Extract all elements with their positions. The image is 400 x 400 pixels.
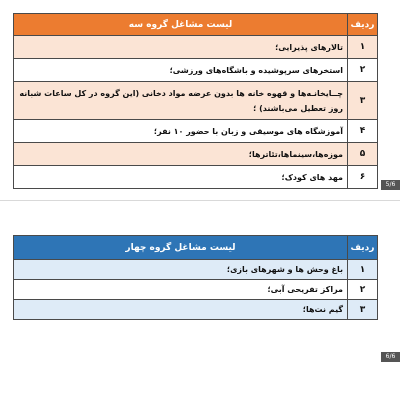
row-number: ۱ [348,260,378,280]
header-row-number: ردیف [348,14,378,36]
row-text: استخرهای سرپوشیده و باشگاه‌های ورزشی؛ [14,59,348,82]
row-text: آموزشگاه های موسیقی و زبان با حضور ۱۰ نفر؛ [14,120,348,143]
row-text: چــایخانـه‌ها و قهوه خانه ها بدون عرضه مواد دخانی (این گروه در کل ساعات شبانه روز تعطیل می‌باشند) ؛ [14,82,348,120]
page-number-badge: 5/6 [381,180,400,190]
header-title: لیست مشاغل گروه چهار [14,236,348,260]
row-number: ۴ [348,120,378,143]
table-row [14,166,378,189]
group-three-jobs-table [13,13,378,189]
table-row [14,59,378,82]
table-header [14,236,378,260]
row-text: مهد های کودک؛ [14,166,348,189]
row-number: ۳ [348,300,378,320]
table-row [14,82,378,120]
row-text: گیم نت‌ها؛ [14,300,348,320]
row-number: ۶ [348,166,378,189]
table-row [14,260,378,280]
row-text: تالارهای پذیرایی؛ [14,36,348,59]
header-row-number: ردیف [348,236,378,260]
table-row [14,36,378,59]
table-row [14,120,378,143]
slide-divider [0,200,400,201]
row-number: ۵ [348,143,378,166]
page-number-badge: 6/6 [381,352,400,362]
row-text: موزه‌ها،سینماها،تئاترها؛ [14,143,348,166]
header-title: لیست مشاغل گروه سه [14,14,348,36]
group-four-jobs-table [13,235,378,320]
table-header [14,14,378,36]
table-row [14,280,378,300]
row-text: مراکز تفریحی آبی؛ [14,280,348,300]
row-text: باغ وحش ها و شهرهای بازی؛ [14,260,348,280]
row-number: ۱ [348,36,378,59]
row-number: ۳ [348,82,378,120]
table-row [14,143,378,166]
row-number: ۲ [348,59,378,82]
row-number: ۲ [348,280,378,300]
table-row [14,300,378,320]
